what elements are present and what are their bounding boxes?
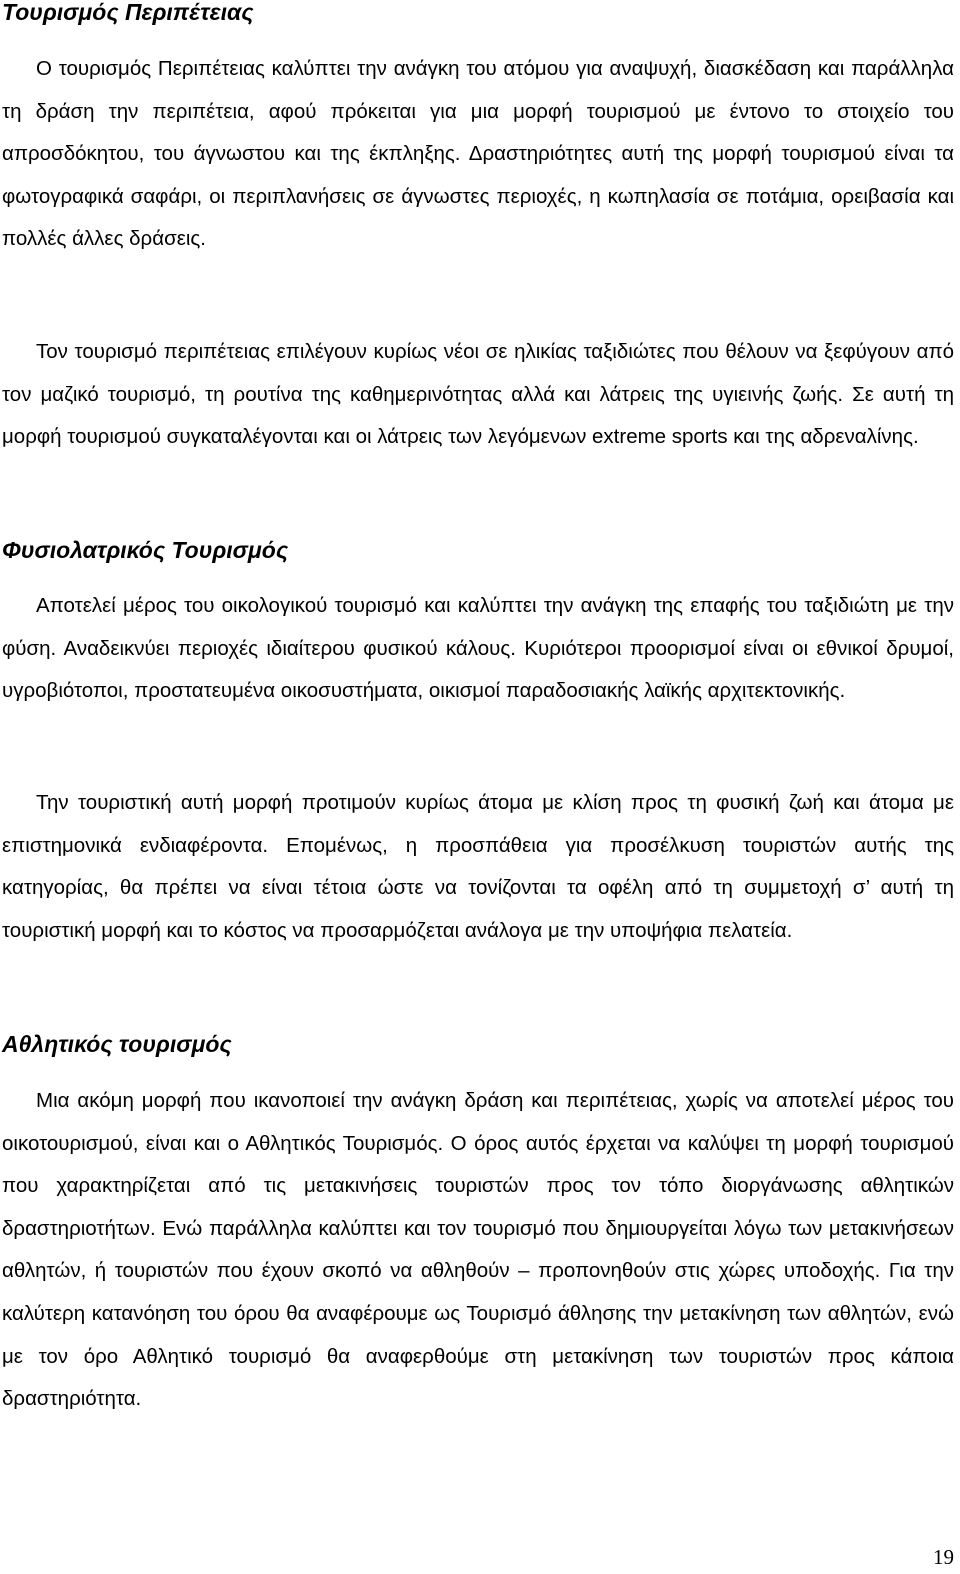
section-heading-sports-tourism: Αθλητικός τουρισμός	[2, 1031, 232, 1057]
paragraph-adventure-1: Ο τουρισμός Περιπέτειας καλύπτει την ανάγκη του ατόμου για αναψυχή, διασκέδαση και παράλληλα τη δράση την περιπέτεια, αφού πρόκειται για μια μορφή τουρισμού με έντονο το στοιχείο του απροσδόκητου, του άγνωστου και της έκπληξης. Δραστηριότητες αυτή της μορφή τουρισμού είναι τα φωτογραφικά σαφάρι, οι περιπλανήσεις σε άγνωστες περιοχές, η κωπηλασία σε ποτάμια, ορειβασία και πολλές άλλες δράσεις.	[2, 57, 954, 251]
paragraph-adventure-2: Τον τουρισμό περιπέτειας επιλέγουν κυρίως νέοι σε ηλικίας ταξιδιώτες που θέλουν να ξεφύγουν από τον μαζικό τουρισμό, τη ρουτίνα της καθημερινότητας αλλά και λάτρεις της υγιεινής ζωής. Σε αυτή τη μορφή τουρισμού συγκαταλέγονται και οι λάτρεις των λεγόμενων extreme sports και της αδρεναλίνης.	[2, 340, 954, 449]
paragraph-nature-1: Αποτελεί μέρος του οικολογικού τουρισμό και καλύπτει την ανάγκη της επαφής του ταξιδιώτη με την φύση. Αναδεικνύει περιοχές ιδιαίτερου φυσικού κάλους. Κυριότεροι προορισμοί είναι οι εθνικοί δρυμοί, υγροβιότοποι, προστατευμένα οικοσυστήματα, οικισμοί παραδοσιακής λαϊκής αρχιτεκτονικής.	[2, 594, 954, 703]
section-heading-nature-tourism: Φυσιολατρικός Τουρισμός	[2, 537, 289, 563]
paragraph-nature-2: Την τουριστική αυτή μορφή προτιμούν κυρίως άτομα με κλίση προς τη φυσική ζωή και άτομα με επιστημονικά ενδιαφέροντα. Επομένως, η προσπάθεια για προσέλκυση τουριστών αυτής της κατηγορίας, θα πρέπει να είναι τέτοια ώστε να τονίζονται τα οφέλη από τη συμμετοχή σ’ αυτή τη τουριστική μορφή και το κόστος να προσαρμόζεται ανάλογα με την υποψήφια πελατεία.	[2, 791, 954, 942]
page-number: 19	[933, 1545, 954, 1569]
section-heading-adventure-tourism: Τουρισμός Περιπέτειας	[2, 0, 254, 25]
paragraph-sports-1: Μια ακόμη μορφή που ικανοποιεί την ανάγκη δράση και περιπέτειας, χωρίς να αποτελεί μέρος του οικοτουρισμού, είναι και ο Αθλητικός Τουρισμός. Ο όρος αυτός έρχεται να καλύψει τη μορφή τουρισμού που χαρακτηρίζεται από τις μετακινήσεις τουριστών προς τον τόπο διοργάνωσης αθλητικών δραστηριοτήτων. Ενώ παράλληλα καλύπτει και τον τουρισμό που δημιουργείται λόγω των μετακινήσεων αθλητών, ή τουριστών που έχουν σκοπό να αθληθούν – προπονηθούν στις χώρες υποδοχής. Για την καλύτερη κατανόηση του όρου θα αναφέρουμε ως Τουρισμό άθλησης την μετακίνηση των αθλητών, ενώ με τον όρο Αθλητικό τουρισμό θα αναφερθούμε στη μετακίνηση των τουριστών προς κάποια δραστηριότητα.	[2, 1089, 954, 1411]
